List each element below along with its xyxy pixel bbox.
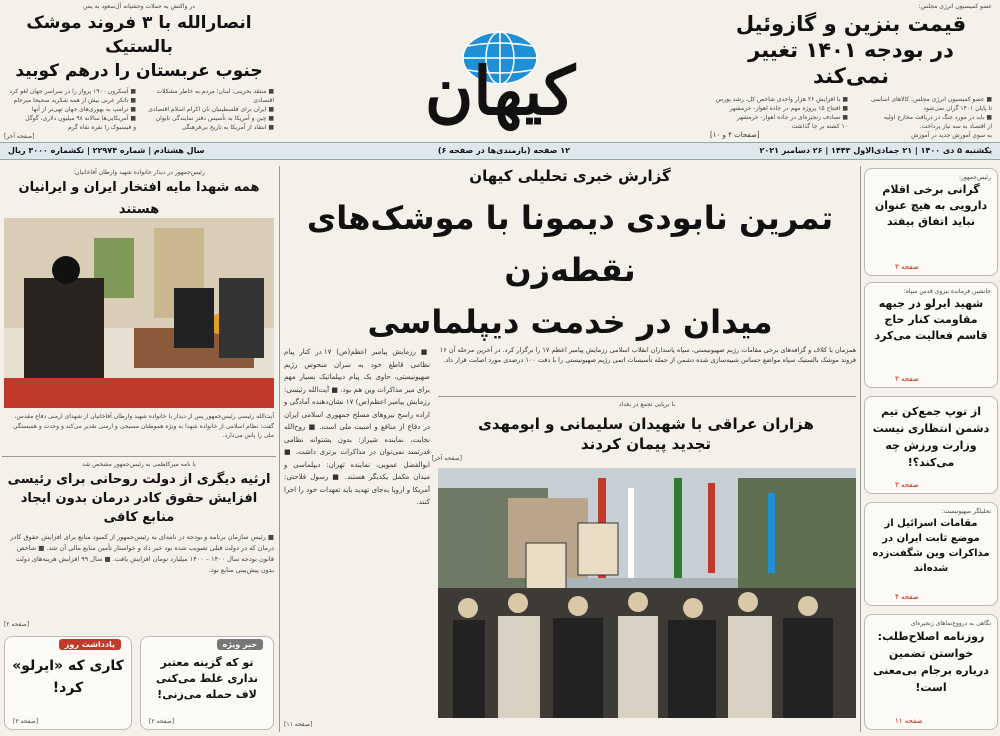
right-sidebar <box>862 168 998 734</box>
sub-headline[interactable]: هزاران عراقی با شهیدان سلیمانی و ابومهدی تجدید پیمان کردند <box>478 415 814 453</box>
top-right-headline-2[interactable]: در بودجه ۱۴۰۱ تغییر نمی‌کند <box>748 38 954 88</box>
note-of-day-tag: یادداشت روز <box>59 639 121 650</box>
sidebar-item-4[interactable]: تحلیلگر صهیونیست: مقامات اسرائیل از موضع ثابت ایران در مذاکرات وین شگفت‌زده شده‌اند صفحه ۴ <box>864 502 998 606</box>
center-headline-1[interactable]: تمرین نابودی دیمونا با موشک‌های نقطه‌زن <box>306 199 834 289</box>
date-bar-right: یکشنبه ۵ دی ۱۴۰۰ | ۲۱ جمادی‌الاول ۱۴۴۳ | ۲۶ دسامبر ۲۰۲۱ <box>759 146 992 155</box>
top-right-headline-1[interactable]: قیمت بنزین و گازوئیل <box>735 12 967 36</box>
sidebar-item-5[interactable]: نگاهی به درووغ‌نماهای زنجیره‌ای روزنامه اصلاح‌طلب: خواستن تضمین درباره برجام بی‌معنی است! صفحه ۱۱ <box>864 614 998 730</box>
sub-ref[interactable]: [صفحه آخر] <box>431 455 462 462</box>
president-visit-photo[interactable] <box>4 218 274 408</box>
left-top-kicker: رئیس‌جمهور در دیدار خانواده شهید وارطان آفاخانیان: <box>73 169 205 176</box>
top-left-headline-2[interactable]: جنوب عربستان را درهم کوبید <box>15 61 263 81</box>
left-top-headline[interactable]: همه شهدا مایه افتخار ایران و ایرانیان هستند <box>18 180 260 217</box>
top-left-ref[interactable]: [صفحه آخر] <box>4 133 35 140</box>
date-bar <box>0 142 1000 160</box>
top-left-col-1: ■ منتقد بحرینی: لبنان؛ مردم به خاطر مشکلات اقتصادی ■ ایران برای فلسطینیان نان اکرام اسلام اقتصادی ■ چین و آمریکا به تأسیس دفتر نمایندگی تایوان ■ انتقاد از آمریکا به تاریخ بی‌فرهنگی <box>148 88 274 131</box>
left-mid-kicker: با نامه میرکاظمی به رئیس‌جمهور مشخص شد <box>82 461 196 468</box>
left-sidebar <box>2 166 276 736</box>
top-left-col-2: ■ آسکرون ۱۹۰۰ پرواز را در سراسر جهان لغو کرد ■ تانکر عربی بیش از همه شکرید صحیحا میرجام ■ ترامپ به بهوری‌های جهان تهی‌تر از آنها ■ آمریکایی‌ها سالانه ۹۸ میلیون دلاری، گوگل و فیسبوک را نفره نقاه گرم <box>9 88 136 131</box>
center-column-ref[interactable]: [صفحه ۱۱] <box>284 721 313 728</box>
special-news-text: تو که گزینه معتبر نداری غلط می‌کنی لاف حمله می‌زنی! <box>155 656 259 701</box>
top-left-block <box>4 2 274 138</box>
sidebar-item-2[interactable]: جانشین فرمانده نیروی قدس سپاه: شهید ایرلو در جبهه مقاومت کنار حاج قاسم فعالیت می‌کرد صفحه ۳ <box>864 282 998 388</box>
center-lede: همزمان با کلاف و گزافه‌های برخی مقامات رژیم صهیونیستی، سپاه پاسداران انقلاب اسلامی رزمایش پیامبر اعظم ۱۷ را برگزار کرد. در آخرین مرحله آن ۱۶ فروند موشک بالستیک سپاه مواضع حساس شبیه‌سازی شده دشمن از جمله تأسیسات اتمی رژیم صهیونیستی را با دقت ۱۰۰ درصدی مورد اصابت قرار داد. <box>439 346 856 364</box>
center-main <box>284 166 856 736</box>
baghdad-rally-photo[interactable] <box>438 468 856 718</box>
center-kicker: گزارش خبری تحلیلی کیهان <box>469 167 671 185</box>
top-left-headline-1[interactable]: انصارالله با ۳ فروند موشک بالستیک <box>26 13 252 57</box>
sub-kicker: با برپایی تجمع در بغداد <box>618 401 676 408</box>
date-bar-center: ۱۲ صفحه (بازمندی‌ها در صفحه ۶) <box>437 146 570 155</box>
left-mid-headline[interactable]: ارثیه دیگری از دولت روحانی برای رئیسی افزایش حقوق کادر درمان بدون ایجاد منابع کافی <box>7 472 271 525</box>
sidebar-item-1[interactable]: رئیس‌جمهور: گرانی برخی اقلام دارویی به هیچ عنوان نباید اتفاق بیفتد صفحه ۳ <box>864 168 998 276</box>
special-news-box[interactable]: خبر ویژه تو که گزینه معتبر نداری غلط می‌کنی لاف حمله می‌زنی! [صفحه ۲] <box>140 636 274 730</box>
note-of-day-text: کاری که «ایرلو» کرد! <box>12 658 124 696</box>
special-news-tag: خبر ویژه <box>217 639 263 650</box>
top-right-col-1: ■ عضو کمیسیون انرژی مجلس: کالاهای اساسی تا پایان ۱۴۰۱ گران نمی‌شود ■ باید در مورد جنگ در دریافت مخارج اولیه از اقتصاد به سه نیاز پرداخت. به سوی آموزش جدید در آموزش <box>870 96 992 139</box>
masthead-logo[interactable] <box>350 6 650 136</box>
note-of-day-box[interactable]: یادداشت روز کاری که «ایرلو» کرد! [صفحه ۳] <box>4 636 132 730</box>
top-right-col-2: ■ با افزایش ۲۶ هزار واحدی شاخص کل، رشد پورس ■ افتتاح ۱۵ پروژه مهم در جاده اهواز- خرمشهر ■ تصادف زنجیره‌ای در جاده اهواز- خرمشهر ۱۰ کشته بر جا گذاشت [صفحات ۴ و ۱۰] <box>710 96 848 139</box>
center-column-text: ■ رزمایش پیامبر اعظم(ص) ۱۷ در کنار پیام نظامی قاطع خود به سران منحوس رژیم صهیونیستی، حاوی یک پیام دیپلماتیک بسیار مهم برای میز مذاکرات وین هم بود. ■ آیت‌الله رئیسی: رزمایش پیامبر اعظم(ص) ۱۷ نشان‌دهنده آمادگی و اراده راسخ نیروهای مسلح جمهوری اسلامی ایران در دفاع از منافع و امنیت ملی است. ■ روح‌الله نجابت، نماینده شیراز: بدون پشتوانه نظامی قدرتمند نمی‌توان در مذاکرات برتری داشت. ■ ابوالفضل عمویی، نماینده تهران: دیپلماسی و میدان مکمل یکدیگر هستند. ■ رسول فلاحتی: آمریکا و اروپا به‌جای تهدید باید تعهدات خود را اجرا کنند. <box>284 348 430 506</box>
sidebar-item-3[interactable]: از توپ جمع‌کن تیم دشمن انتظاری نیست وزارت ورزش چه می‌کند؟! صفحه ۳ <box>864 396 998 494</box>
top-left-kicker: در واکنش به حملات وحشیانه آل‌سعود به یمن <box>83 3 195 10</box>
top-right-kicker: عضو کمیسیون انرژی مجلس: <box>918 3 992 10</box>
left-photo-caption: آیت‌الله رئیسی رئیس‌جمهور پس از دیدار با خانواده شهید وارطان آفاخانیان از شهدای ارمنی دفاع مقدس، گفت: نظام اسلامی از خانواده شهدا به ویژه هموطنان مسیحی و ارمنی تقدیر می‌کند و وحدت و همبستگی ملی را پاس می‌دارد. <box>13 413 274 439</box>
top-right-block <box>710 2 992 138</box>
date-bar-left: سال هشتادم | شماره ۲۲۹۷۴ | تکشماره ۳۰۰۰ ریال <box>8 146 205 155</box>
center-headline-2[interactable]: میدان در خدمت دیپلماسی <box>367 303 773 341</box>
left-mid-ref[interactable]: [صفحه ۲] <box>4 621 30 628</box>
logo-text: کیهان <box>424 52 576 130</box>
top-right-ref[interactable]: [صفحات ۴ و ۱۰] <box>710 131 760 139</box>
left-mid-body: ■ رئیس سازمان برنامه و بودجه در نامه‌ای به رئیس‌جمهور از کمبود منابع برای افزایش حقوق کادر درمان که در دولت قبلی تصویب شده بود خبر داد و خواستار تأمین منابع مالی آن شد. ■ شاخص قانون بودجه سال ۱۴۰۰ – ۱۴۰۰ میلیارد تومان افزایش یافت. ■ سال ۹۹ افزایش هزینه‌های دولت بدون پیش‌بینی منابع بود. <box>10 533 274 574</box>
